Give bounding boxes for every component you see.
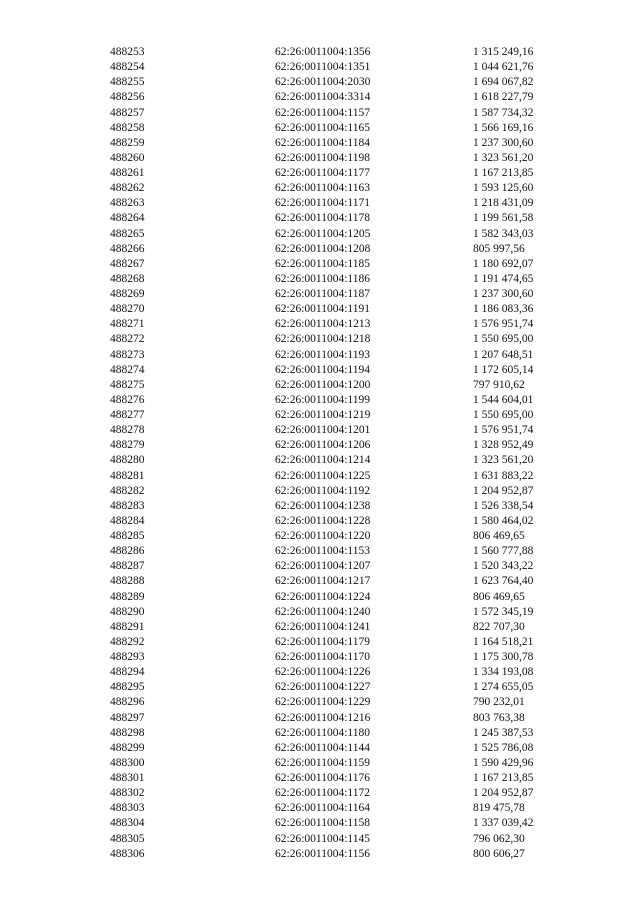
cadastral-value-cell: 1 572 345,19 <box>473 605 534 618</box>
row-margin <box>0 771 110 786</box>
cadastral-value-table <box>0 45 640 862</box>
cadastral-number-cell: 62:26:0011004:1224 <box>275 590 371 603</box>
row-id-cell: 488258 <box>110 121 145 134</box>
row-id-cell: 488273 <box>110 348 145 361</box>
row-margin <box>0 166 110 181</box>
cadastral-number-cell: 62:26:0011004:1177 <box>275 167 370 180</box>
cadastral-value-cell: 1 587 734,32 <box>473 106 534 119</box>
row-margin <box>0 801 110 816</box>
table-row <box>0 211 640 226</box>
row-margin <box>0 650 110 665</box>
row-id-cell: 488260 <box>110 151 145 164</box>
row-id-cell: 488294 <box>110 666 145 679</box>
row-id-cell: 488288 <box>110 575 145 588</box>
row-margin <box>0 665 110 680</box>
row-id-cell: 488301 <box>110 772 145 785</box>
row-id-cell: 488291 <box>110 620 145 633</box>
cadastral-value-cell: 1 334 193,08 <box>473 666 534 679</box>
table-row <box>0 620 640 635</box>
row-margin <box>0 741 110 756</box>
table-row <box>0 348 640 363</box>
row-id-cell: 488298 <box>110 726 145 739</box>
cadastral-value-cell: 1 623 764,40 <box>473 575 534 588</box>
row-id-cell: 488275 <box>110 378 145 391</box>
cadastral-number-cell: 62:26:0011004:1153 <box>275 545 370 558</box>
row-margin <box>0 499 110 514</box>
row-id-cell: 488289 <box>110 590 145 603</box>
row-id-cell: 488302 <box>110 787 145 800</box>
cadastral-number-cell: 62:26:0011004:1180 <box>275 726 370 739</box>
row-id-cell: 488261 <box>110 167 145 180</box>
cadastral-value-cell: 796 062,30 <box>473 832 525 845</box>
row-margin <box>0 438 110 453</box>
cadastral-number-cell: 62:26:0011004:1184 <box>275 136 370 149</box>
cadastral-value-cell: 1 323 561,20 <box>473 151 534 164</box>
cadastral-number-cell: 62:26:0011004:1186 <box>275 272 370 285</box>
table-row <box>0 317 640 332</box>
table-row <box>0 590 640 605</box>
row-id-cell: 488299 <box>110 741 145 754</box>
cadastral-value-cell: 1 520 343,22 <box>473 560 534 573</box>
cadastral-value-cell: 1 576 951,74 <box>473 318 534 331</box>
row-id-cell: 488256 <box>110 91 145 104</box>
cadastral-value-cell: 1 631 883,22 <box>473 469 534 482</box>
row-margin <box>0 393 110 408</box>
row-id-cell: 488287 <box>110 560 145 573</box>
cadastral-number-cell: 62:26:0011004:1208 <box>275 242 371 255</box>
cadastral-number-cell: 62:26:0011004:1201 <box>275 424 371 437</box>
table-row <box>0 544 640 559</box>
row-margin <box>0 847 110 862</box>
cadastral-number-cell: 62:26:0011004:1214 <box>275 454 371 467</box>
cadastral-value-cell: 1 544 604,01 <box>473 393 534 406</box>
cadastral-number-cell: 62:26:0011004:1191 <box>275 303 370 316</box>
row-id-cell: 488296 <box>110 696 145 709</box>
table-row <box>0 499 640 514</box>
cadastral-value-cell: 1 593 125,60 <box>473 182 534 195</box>
cadastral-value-cell: 1 175 300,78 <box>473 651 534 664</box>
cadastral-number-cell: 62:26:0011004:1194 <box>275 363 370 376</box>
row-margin <box>0 151 110 166</box>
row-margin <box>0 786 110 801</box>
table-row <box>0 378 640 393</box>
row-margin <box>0 529 110 544</box>
table-body <box>0 45 640 862</box>
cadastral-number-cell: 62:26:0011004:1176 <box>275 772 370 785</box>
cadastral-number-cell: 62:26:0011004:1172 <box>275 787 370 800</box>
row-id-cell: 488285 <box>110 530 145 543</box>
row-margin <box>0 423 110 438</box>
row-id-cell: 488306 <box>110 847 145 860</box>
table-row <box>0 726 640 741</box>
row-id-cell: 488265 <box>110 227 145 240</box>
row-margin <box>0 590 110 605</box>
row-margin <box>0 484 110 499</box>
row-id-cell: 488295 <box>110 681 145 694</box>
row-margin <box>0 544 110 559</box>
table-row <box>0 438 640 453</box>
table-row <box>0 574 640 589</box>
table-row <box>0 196 640 211</box>
row-margin <box>0 348 110 363</box>
cadastral-number-cell: 62:26:0011004:1178 <box>275 212 370 225</box>
row-id-cell: 488278 <box>110 424 145 437</box>
cadastral-value-cell: 822 707,30 <box>473 620 525 633</box>
table-row <box>0 559 640 574</box>
cadastral-number-cell: 62:26:0011004:1229 <box>275 696 371 709</box>
row-margin <box>0 272 110 287</box>
cadastral-value-cell: 1 167 213,85 <box>473 167 534 180</box>
row-margin <box>0 363 110 378</box>
row-id-cell: 488300 <box>110 756 145 769</box>
cadastral-number-cell: 62:26:0011004:1179 <box>275 635 370 648</box>
cadastral-value-cell: 1 245 387,53 <box>473 726 534 739</box>
row-margin <box>0 317 110 332</box>
row-margin <box>0 816 110 831</box>
cadastral-number-cell: 62:26:0011004:1192 <box>275 484 370 497</box>
row-margin <box>0 227 110 242</box>
table-row <box>0 635 640 650</box>
cadastral-value-cell: 1 328 952,49 <box>473 439 534 452</box>
cadastral-value-cell: 1 172 605,14 <box>473 363 534 376</box>
row-id-cell: 488266 <box>110 242 145 255</box>
cadastral-value-cell: 1 323 561,20 <box>473 454 534 467</box>
cadastral-value-cell: 1 044 621,76 <box>473 61 534 74</box>
row-id-cell: 488270 <box>110 303 145 316</box>
row-id-cell: 488257 <box>110 106 145 119</box>
row-id-cell: 488264 <box>110 212 145 225</box>
cadastral-number-cell: 62:26:0011004:1171 <box>275 197 370 210</box>
cadastral-value-cell: 1 315 249,16 <box>473 46 534 59</box>
cadastral-number-cell: 62:26:0011004:3314 <box>275 91 371 104</box>
row-id-cell: 488255 <box>110 76 145 89</box>
row-margin <box>0 695 110 710</box>
table-row <box>0 106 640 121</box>
row-margin <box>0 75 110 90</box>
row-margin <box>0 711 110 726</box>
cadastral-number-cell: 62:26:0011004:2030 <box>275 76 371 89</box>
row-id-cell: 488268 <box>110 272 145 285</box>
table-row <box>0 257 640 272</box>
cadastral-number-cell: 62:26:0011004:1351 <box>275 61 371 74</box>
cadastral-number-cell: 62:26:0011004:1226 <box>275 666 371 679</box>
cadastral-value-cell: 1 274 655,05 <box>473 681 534 694</box>
table-row <box>0 741 640 756</box>
cadastral-value-cell: 1 207 648,51 <box>473 348 534 361</box>
row-margin <box>0 257 110 272</box>
row-margin <box>0 635 110 650</box>
cadastral-value-cell: 1 580 464,02 <box>473 514 534 527</box>
row-margin <box>0 756 110 771</box>
table-row <box>0 514 640 529</box>
cadastral-number-cell: 62:26:0011004:1144 <box>275 741 370 754</box>
cadastral-value-cell: 1 199 561,58 <box>473 212 534 225</box>
cadastral-value-cell: 1 576 951,74 <box>473 424 534 437</box>
table-row <box>0 121 640 136</box>
cadastral-number-cell: 62:26:0011004:1238 <box>275 499 371 512</box>
row-margin <box>0 408 110 423</box>
cadastral-value-cell: 1 566 169,16 <box>473 121 534 134</box>
cadastral-value-cell: 797 910,62 <box>473 378 525 391</box>
table-row <box>0 408 640 423</box>
table-row <box>0 166 640 181</box>
table-row <box>0 756 640 771</box>
table-row <box>0 423 640 438</box>
row-margin <box>0 196 110 211</box>
table-row <box>0 272 640 287</box>
table-row <box>0 393 640 408</box>
row-margin <box>0 90 110 105</box>
row-margin <box>0 332 110 347</box>
row-margin <box>0 378 110 393</box>
table-row <box>0 75 640 90</box>
row-id-cell: 488254 <box>110 61 145 74</box>
cadastral-value-cell: 790 232,01 <box>473 696 525 709</box>
table-row <box>0 695 640 710</box>
cadastral-value-cell: 1 550 695,00 <box>473 409 534 422</box>
cadastral-value-cell: 1 204 952,87 <box>473 787 534 800</box>
row-id-cell: 488262 <box>110 182 145 195</box>
table-row <box>0 181 640 196</box>
cadastral-number-cell: 62:26:0011004:1164 <box>275 802 370 815</box>
cadastral-value-cell: 1 191 474,65 <box>473 272 534 285</box>
cadastral-number-cell: 62:26:0011004:1225 <box>275 469 371 482</box>
cadastral-value-cell: 1 337 039,42 <box>473 817 534 830</box>
cadastral-number-cell: 62:26:0011004:1185 <box>275 257 370 270</box>
cadastral-value-cell: 1 237 300,60 <box>473 288 534 301</box>
table-row <box>0 242 640 257</box>
cadastral-value-cell: 803 763,38 <box>473 711 525 724</box>
row-id-cell: 488297 <box>110 711 145 724</box>
table-row <box>0 680 640 695</box>
table-row <box>0 605 640 620</box>
table-row <box>0 469 640 484</box>
table-row <box>0 847 640 862</box>
cadastral-number-cell: 62:26:0011004:1170 <box>275 651 370 664</box>
row-id-cell: 488280 <box>110 454 145 467</box>
table-row <box>0 484 640 499</box>
cadastral-number-cell: 62:26:0011004:1206 <box>275 439 371 452</box>
row-id-cell: 488271 <box>110 318 145 331</box>
row-margin <box>0 514 110 529</box>
cadastral-value-cell: 800 606,27 <box>473 847 525 860</box>
table-row <box>0 529 640 544</box>
row-id-cell: 488274 <box>110 363 145 376</box>
cadastral-value-cell: 1 618 227,79 <box>473 91 534 104</box>
cadastral-value-cell: 806 469,65 <box>473 530 525 543</box>
cadastral-value-cell: 1 694 067,82 <box>473 76 534 89</box>
table-row <box>0 363 640 378</box>
table-row <box>0 801 640 816</box>
cadastral-value-cell: 805 997,56 <box>473 242 525 255</box>
row-id-cell: 488253 <box>110 46 145 59</box>
table-row <box>0 136 640 151</box>
row-margin <box>0 680 110 695</box>
cadastral-value-cell: 1 218 431,09 <box>473 197 534 210</box>
row-id-cell: 488290 <box>110 605 145 618</box>
cadastral-value-cell: 1 526 338,54 <box>473 499 534 512</box>
row-id-cell: 488279 <box>110 439 145 452</box>
cadastral-number-cell: 62:26:0011004:1213 <box>275 318 371 331</box>
table-row <box>0 45 640 60</box>
cadastral-number-cell: 62:26:0011004:1205 <box>275 227 371 240</box>
row-id-cell: 488282 <box>110 484 145 497</box>
cadastral-value-cell: 1 186 083,36 <box>473 303 534 316</box>
cadastral-value-cell: 1 167 213,85 <box>473 772 534 785</box>
cadastral-number-cell: 62:26:0011004:1157 <box>275 106 370 119</box>
cadastral-number-cell: 62:26:0011004:1217 <box>275 575 371 588</box>
row-id-cell: 488292 <box>110 635 145 648</box>
row-margin <box>0 121 110 136</box>
row-margin <box>0 832 110 847</box>
table-row <box>0 453 640 468</box>
cadastral-number-cell: 62:26:0011004:1356 <box>275 46 371 59</box>
cadastral-value-cell: 1 237 300,60 <box>473 136 534 149</box>
table-row <box>0 332 640 347</box>
cadastral-value-cell: 1 204 952,87 <box>473 484 534 497</box>
table-row <box>0 151 640 166</box>
table-row <box>0 302 640 317</box>
row-margin <box>0 302 110 317</box>
cadastral-number-cell: 62:26:0011004:1220 <box>275 530 371 543</box>
row-margin <box>0 726 110 741</box>
row-id-cell: 488281 <box>110 469 145 482</box>
row-margin <box>0 453 110 468</box>
row-id-cell: 488267 <box>110 257 145 270</box>
cadastral-number-cell: 62:26:0011004:1241 <box>275 620 371 633</box>
row-id-cell: 488276 <box>110 393 145 406</box>
cadastral-number-cell: 62:26:0011004:1193 <box>275 348 370 361</box>
row-margin <box>0 605 110 620</box>
row-id-cell: 488272 <box>110 333 145 346</box>
cadastral-number-cell: 62:26:0011004:1218 <box>275 333 371 346</box>
row-margin <box>0 469 110 484</box>
cadastral-number-cell: 62:26:0011004:1156 <box>275 847 370 860</box>
row-margin <box>0 620 110 635</box>
cadastral-value-cell: 1 180 692,07 <box>473 257 534 270</box>
cadastral-value-cell: 1 164 518,21 <box>473 635 534 648</box>
table-row <box>0 771 640 786</box>
cadastral-number-cell: 62:26:0011004:1200 <box>275 378 371 391</box>
cadastral-value-cell: 806 469,65 <box>473 590 525 603</box>
row-margin <box>0 181 110 196</box>
cadastral-number-cell: 62:26:0011004:1145 <box>275 832 370 845</box>
cadastral-number-cell: 62:26:0011004:1240 <box>275 605 371 618</box>
row-id-cell: 488286 <box>110 545 145 558</box>
table-row <box>0 60 640 75</box>
cadastral-value-cell: 1 525 786,08 <box>473 741 534 754</box>
row-id-cell: 488263 <box>110 197 145 210</box>
row-margin <box>0 574 110 589</box>
cadastral-number-cell: 62:26:0011004:1158 <box>275 817 370 830</box>
row-id-cell: 488269 <box>110 288 145 301</box>
table-row <box>0 650 640 665</box>
row-margin <box>0 60 110 75</box>
cadastral-number-cell: 62:26:0011004:1199 <box>275 393 370 406</box>
cadastral-number-cell: 62:26:0011004:1216 <box>275 711 371 724</box>
cadastral-number-cell: 62:26:0011004:1163 <box>275 182 370 195</box>
table-row <box>0 711 640 726</box>
table-row <box>0 287 640 302</box>
table-row <box>0 786 640 801</box>
cadastral-number-cell: 62:26:0011004:1219 <box>275 409 371 422</box>
row-id-cell: 488305 <box>110 832 145 845</box>
cadastral-number-cell: 62:26:0011004:1228 <box>275 514 371 527</box>
row-margin <box>0 287 110 302</box>
cadastral-number-cell: 62:26:0011004:1227 <box>275 681 371 694</box>
cadastral-value-cell: 1 582 343,03 <box>473 227 534 240</box>
table-row <box>0 665 640 680</box>
row-margin <box>0 136 110 151</box>
cadastral-value-cell: 819 475,78 <box>473 802 525 815</box>
row-margin <box>0 559 110 574</box>
cadastral-number-cell: 62:26:0011004:1198 <box>275 151 370 164</box>
cadastral-value-cell: 1 550 695,00 <box>473 333 534 346</box>
row-id-cell: 488277 <box>110 409 145 422</box>
cadastral-value-cell: 1 560 777,88 <box>473 545 534 558</box>
cadastral-value-cell: 1 590 429,96 <box>473 756 534 769</box>
row-margin <box>0 211 110 226</box>
cadastral-number-cell: 62:26:0011004:1207 <box>275 560 371 573</box>
cadastral-number-cell: 62:26:0011004:1187 <box>275 288 370 301</box>
row-id-cell: 488293 <box>110 651 145 664</box>
table-row <box>0 832 640 847</box>
row-margin <box>0 242 110 257</box>
row-margin <box>0 45 110 60</box>
cadastral-number-cell: 62:26:0011004:1159 <box>275 756 370 769</box>
row-id-cell: 488304 <box>110 817 145 830</box>
row-id-cell: 488283 <box>110 499 145 512</box>
row-id-cell: 488284 <box>110 514 145 527</box>
cadastral-number-cell: 62:26:0011004:1165 <box>275 121 370 134</box>
table-row <box>0 816 640 831</box>
row-id-cell: 488303 <box>110 802 145 815</box>
table-row <box>0 90 640 105</box>
row-margin <box>0 106 110 121</box>
table-row <box>0 227 640 242</box>
row-id-cell: 488259 <box>110 136 145 149</box>
